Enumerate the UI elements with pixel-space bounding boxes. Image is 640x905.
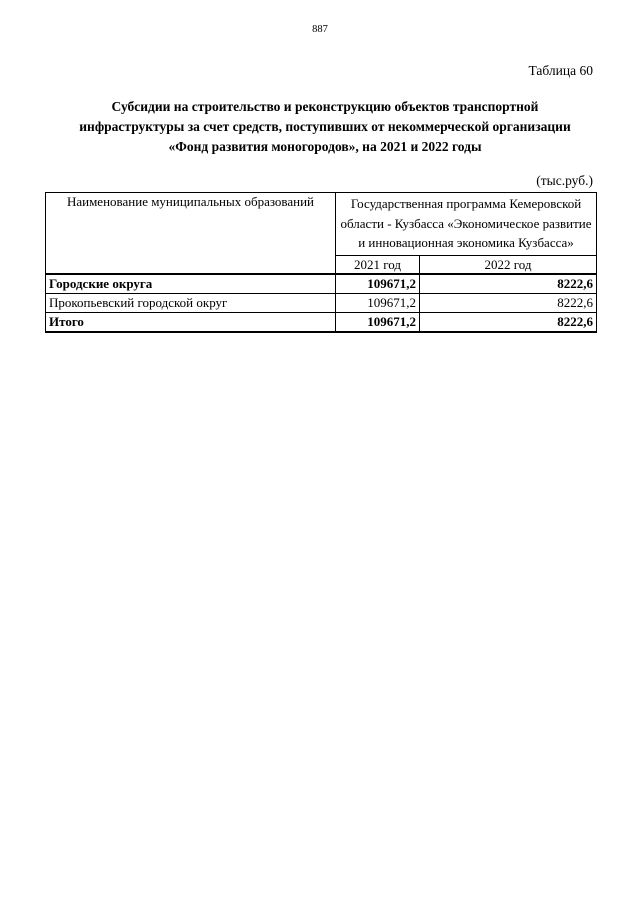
row-value-2021: 109671,2 — [336, 312, 420, 332]
row-value-2021: 109671,2 — [336, 293, 420, 312]
title-line: Субсидии на строительство и реконструкцию объектов транспортной — [111, 99, 539, 114]
table-row — [46, 293, 597, 312]
row-value-2021: 109671,2 — [336, 274, 420, 294]
row-name: Итого — [46, 312, 336, 332]
row-value-2022: 8222,6 — [420, 312, 597, 332]
header-year-2021: 2021 год — [336, 255, 420, 274]
header-program: Государственная программа Кемеровской области - Кузбасса «Экономическое развитие и инновационная экономика Кузбасса» — [336, 193, 597, 256]
row-value-2022: 8222,6 — [420, 293, 597, 312]
row-name: Городские округа — [46, 274, 336, 294]
subsidies-table — [45, 192, 597, 333]
table-row-total — [46, 312, 597, 332]
table-row — [46, 274, 597, 294]
title-line: «Фонд развития моногородов», на 2021 и 2022 годы — [168, 139, 482, 154]
table-label: Таблица 60 — [528, 63, 593, 78]
header-year-2022: 2022 год — [420, 255, 597, 274]
row-value-2022: 8222,6 — [420, 274, 597, 294]
title-line: инфраструктуры за счет средств, поступивших от некоммерческой организации — [79, 119, 571, 134]
units-label: (тыс.руб.) — [536, 173, 593, 188]
page-number: 887 — [312, 24, 328, 35]
row-name: Прокопьевский городской округ — [46, 293, 336, 312]
document-title — [40, 97, 610, 157]
header-municipality: Наименование муниципальных образований — [46, 193, 336, 274]
